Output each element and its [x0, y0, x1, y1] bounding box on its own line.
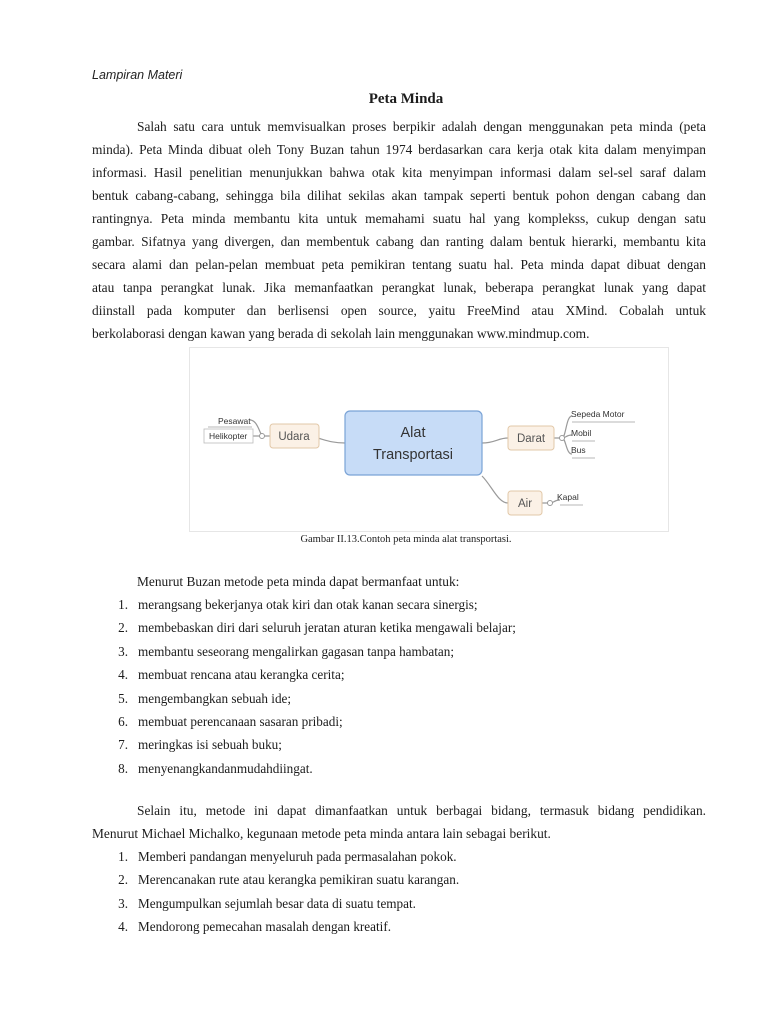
- paragraph-line: diinstall pada komputer dan berlisensi open source, yaitu FreeMind atau XMind. Cobalah untuk: [92, 303, 706, 318]
- intro-paragraph: [92, 115, 706, 345]
- list-item: [92, 733, 732, 756]
- list-text: Memberi pandangan menyeluruh pada permasalahan pokok.: [138, 849, 457, 864]
- leaf-kapal: Kapal: [557, 492, 579, 502]
- paragraph-line: gambar. Sifatnya yang divergen, dan membentuk cabang dan ranting dalam bentuk hierarki, membantu kita: [92, 234, 706, 249]
- paragraph-line: atau tanpa perangkat lunak. Jika memanfaatkan perangkat lunak, beberapa perangkat lunak yang dapat: [92, 280, 706, 295]
- list-text: membebaskan diri dari seluruh jeratan aturan ketika mengawali belajar;: [138, 620, 516, 636]
- leaf-helikopter: Helikopter: [209, 431, 248, 441]
- list-number: 3.: [118, 643, 128, 659]
- list-item: [92, 757, 732, 780]
- figure-caption: Gambar II.13.Contoh peta minda alat transportasi.: [300, 534, 512, 545]
- list-text: mengembangkan sebuah ide;: [138, 690, 292, 706]
- node-handle: [548, 501, 553, 506]
- paragraph-line: Selain itu, metode ini dapat dimanfaatkan untuk berbagai bidang, termasuk bidang pendidikan.: [137, 803, 706, 818]
- list-number: 3.: [118, 895, 128, 911]
- paragraph-line: bentuk cabang-cabang, sehingga bila dilihat sekilas akan tampak seperti bentuk pohon dengan cabang dan: [92, 188, 706, 203]
- list-text: Mendorong pemecahan masalah dengan kreatif.: [138, 919, 392, 935]
- mindmap-figure: [189, 347, 669, 532]
- michalko-paragraph: [92, 799, 706, 845]
- list-number: 1.: [118, 849, 128, 864]
- list-text: membuat rencana atau kerangka cerita;: [138, 667, 345, 683]
- connector-darat: [482, 438, 508, 443]
- central-node: [345, 411, 482, 475]
- paragraph-line: Menurut Buzan metode peta minda dapat bermanfaat untuk:: [137, 574, 460, 589]
- central-node-line2: Transportasi: [372, 447, 454, 463]
- leaf-sepeda-motor: Sepeda Motor: [571, 409, 625, 419]
- paragraph-line: Salah satu cara untuk memvisualkan proses berpikir adalah dengan menggunakan peta minda (peta: [137, 119, 706, 134]
- list-text: membantu seseorang mengalirkan gagasan tanpa hambatan;: [138, 643, 455, 659]
- paragraph-line: berkolaborasi dengan kawan yang berada di sekolah lain menggunakan www.mindmup.com.: [92, 326, 590, 341]
- list-item: [92, 593, 732, 616]
- buzan-list: [92, 593, 732, 780]
- paragraph-line: Menurut Michael Michalko, kegunaan metode peta minda antara lain sebagai berikut.: [92, 826, 551, 841]
- buzan-intro-paragraph: [92, 570, 706, 593]
- list-text: Merencanakan rute atau kerangka pemikiran suatu karangan.: [138, 872, 460, 888]
- branch-air-label: Air: [517, 498, 533, 510]
- list-number: 2.: [118, 872, 128, 888]
- list-number: 6.: [118, 713, 128, 729]
- list-number: 4.: [118, 667, 128, 683]
- list-item: [92, 640, 732, 663]
- paragraph-line: rantingnya. Peta minda membantu kita untuk memahami suatu hal yang komplekss, cukup dengan satu: [92, 211, 706, 226]
- list-number: 7.: [118, 737, 128, 753]
- central-node-line1: Alat: [400, 425, 426, 441]
- list-item: [92, 892, 732, 915]
- list-item: [92, 616, 732, 639]
- leaf-bus: Bus: [571, 445, 586, 455]
- list-text: merangsang bekerjanya otak kiri dan otak kanan secara sinergis;: [138, 597, 478, 612]
- connector-air: [482, 476, 508, 503]
- list-number: 5.: [118, 690, 128, 706]
- list-number: 4.: [118, 919, 128, 935]
- list-number: 1.: [118, 597, 128, 612]
- paragraph-line: secara alami dan pelan-pelan membuat peta pemikiran tentang suatu hal. Peta minda dapat dibuat dengan: [92, 257, 706, 272]
- list-text: membuat perencanaan sasaran pribadi;: [138, 713, 343, 729]
- paragraph-line: minda). Peta Minda dibuat oleh Tony Buzan tahun 1974 berdasarkan cara kerja otak kita dalam menyimpan: [92, 142, 706, 157]
- list-item: [92, 663, 732, 686]
- leaf-pesawat: Pesawat: [218, 416, 251, 426]
- list-item: [92, 710, 732, 733]
- branch-udara-label: Udara: [278, 431, 310, 443]
- michalko-list: [92, 845, 732, 939]
- header-note: Lampiran Materi: [92, 68, 183, 82]
- node-handle: [560, 436, 565, 441]
- page-title: Peta Minda: [368, 91, 444, 107]
- branch-darat-label: Darat: [516, 433, 546, 445]
- list-number: 8.: [118, 760, 128, 776]
- leaf-mobil: Mobil: [571, 428, 592, 438]
- list-number: 2.: [118, 620, 128, 636]
- list-text: Mengumpulkan sejumlah besar data di suatu tempat.: [138, 895, 416, 911]
- list-item: [92, 868, 732, 891]
- list-item: [92, 915, 732, 938]
- mindmap-diagram: [190, 348, 668, 531]
- list-item: [92, 845, 732, 868]
- list-text: meringkas isi sebuah buku;: [138, 737, 282, 753]
- paragraph-line: informasi. Hasil penelitian menunjukkan bahwa otak kita menyimpan informasi dalam sel-sel saraf dalam: [92, 165, 706, 180]
- node-handle: [260, 434, 265, 439]
- list-text: menyenangkandanmudahdiingat.: [138, 760, 313, 776]
- list-item: [92, 687, 732, 710]
